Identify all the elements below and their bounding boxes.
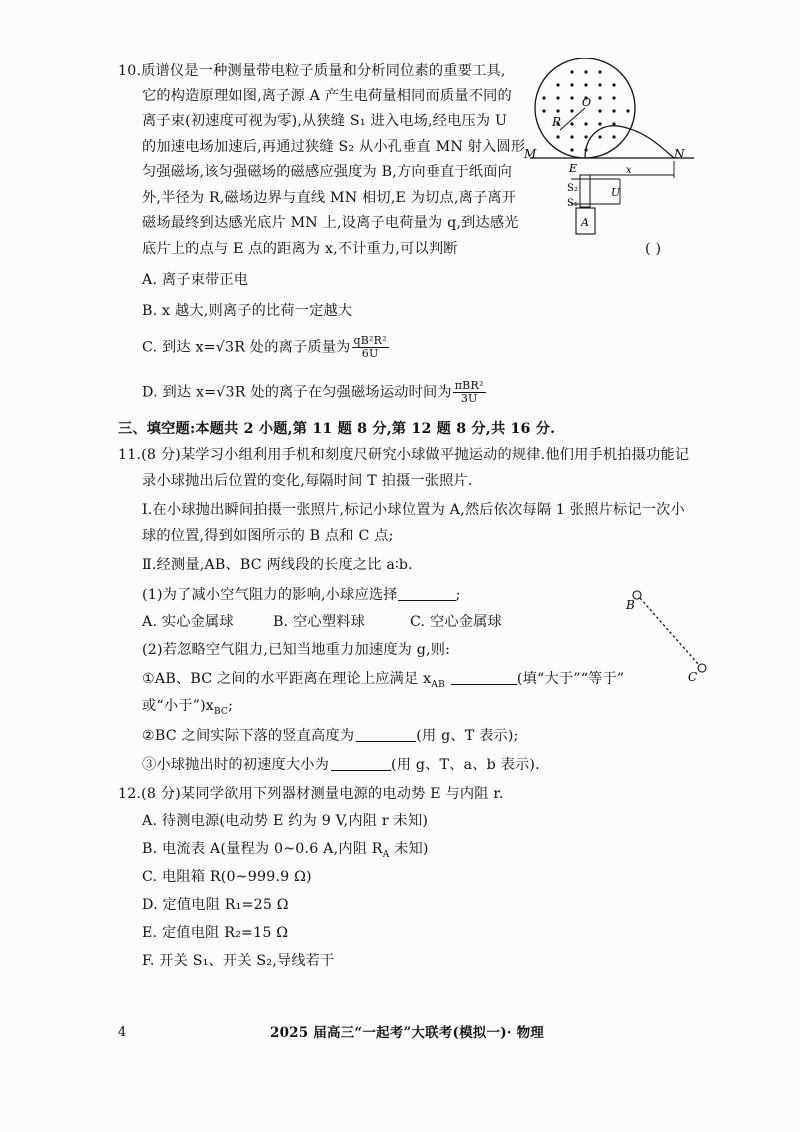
answer-blank-2[interactable] [451, 670, 517, 685]
field-dot [598, 109, 601, 112]
field-dot [584, 122, 587, 125]
fig-label-c: C [688, 670, 698, 684]
q12-item-c: C. 电阻箱 R(0~999.9 Ω) [142, 869, 312, 885]
fig-label-b: B [626, 598, 635, 612]
q10-line-5: 匀强磁场,该匀强磁场的磁感应强度为 B,方向垂直于纸面向 [142, 164, 513, 180]
q11-step-2: Ⅱ.经测量,AB、BC 两线段的长度之比 a∶b. [142, 557, 413, 573]
answer-blank-4[interactable] [331, 756, 391, 771]
q11-line-2: 录小球抛出后位置的变化,每隔时间 T 拍摄一张照片. [142, 473, 473, 489]
answer-blank-1[interactable] [398, 586, 456, 601]
q11-part-2-2: ②BC 之间实际下落的竖直高度为 (用 g、T 表示); [142, 728, 519, 744]
field-dot [556, 96, 559, 99]
q11-line-1: 11.(8 分)某学习小组利用手机和刻度尺研究小球做平抛运动的规律.他们用手机拍摄功能记 [118, 447, 690, 463]
q11-choice-a: A. 实心金属球 [142, 614, 234, 630]
fig-label-u: U [611, 186, 621, 199]
field-dot [570, 96, 573, 99]
field-dot [612, 96, 615, 99]
fig-label-m: M [524, 147, 537, 161]
q11-part-2: (2)若忽略空气阻力,已知当地重力加速度为 g,则: [142, 642, 451, 658]
q10-line-1: 10.质谱仪是一种测量带电粒子质量和分析同位素的重要工具, [118, 63, 506, 79]
q12-item-f: F. 开关 S₁、开关 S₂,导线若干 [142, 953, 335, 969]
q11-part-2-1: ①AB、BC 之间的水平距离在理论上应满足 $x_{AB}$ (填“大于”“等于” [142, 671, 625, 690]
field-dot [598, 122, 601, 125]
fig-label-r: R [552, 115, 562, 129]
q10-c-denominator: 6U [361, 347, 379, 360]
q10-option-d: D. 到达 x=√3R 处的离子在匀强磁场运动时间为 $\frac{\text{πBR²}}{3U}$ [142, 379, 484, 405]
q10-line-3: 离子束(初速度可视为零),从狭缝 S₁ 进入电场,经电压为 U [142, 113, 508, 129]
field-dot [570, 70, 573, 73]
q10-option-a: A. 离子束带正电 [142, 272, 249, 288]
q10-d-numerator: πBR² [454, 379, 484, 392]
fig-label-s2: S₂ [567, 183, 578, 194]
q10-option-c: C. 到达 x=√3R 处的离子质量为 $\frac{\text{qB²R²}}{6U}$ [142, 334, 387, 360]
field-dot [598, 135, 601, 138]
q12-item-a: A. 待测电源(电动势 E 约为 9 V,内阻 r 未知) [142, 813, 429, 829]
q11-part-2-1-cont: 或“小于$”)x_{BC}$; [142, 698, 234, 717]
exam-title-footer: 2025 届高三“一起考”大联考(模拟一)· 物理 [270, 1025, 544, 1041]
q12-item-b: B. 电流表 A(量程为 0~0.6 A,内阻 $R_A$ 未知) [142, 841, 429, 860]
q10-d-denominator: 3U [460, 392, 478, 405]
field-dot [598, 83, 601, 86]
answer-blank-3[interactable] [356, 727, 416, 742]
field-dot [570, 122, 573, 125]
fig-label-x: x [626, 165, 632, 176]
q11-step-1: Ⅰ.在小球抛出瞬间拍摄一张照片,标记小球位置为 A,然后依次每隔 1 张照片标记一次小 [142, 502, 685, 518]
fig-label-e: E [569, 162, 578, 175]
q11-part-2-3: ③小球抛出时的初速度大小为 (用 g、T、a、b 表示). [142, 757, 540, 773]
q10-line-2: 它的构造原理如图,离子源 A 产生电荷量相同而质量不同的 [142, 88, 512, 104]
q11-choice-b: B. 空心塑料球 [273, 614, 365, 630]
field-dot [598, 70, 601, 73]
q10-option-b: B. x 越大,则离子的比荷一定越大 [142, 303, 353, 319]
fig-label-o: O [582, 96, 592, 109]
fig-label-n: N [674, 147, 685, 161]
field-dot [570, 109, 573, 112]
field-dot [570, 148, 573, 151]
q11-step-1-cont: 球的位置,得到如图所示的 B 点和 C 点; [142, 528, 394, 544]
q12-item-e: E. 定值电阻 R₂=15 Ω [142, 925, 289, 941]
q10-line-7: 磁场最终到达感光底片 MN 上,设离子电荷量为 q,到达感光 [142, 215, 519, 231]
fig-label-s1: S₁ [567, 198, 578, 209]
q10-line-8: 底片上的点与 E 点的距离为 x,不计重力,可以判断 [142, 241, 458, 257]
field-dot [556, 109, 559, 112]
field-dot [626, 109, 629, 112]
answer-parens: ( ) [645, 241, 662, 257]
projectile-figure [620, 585, 720, 685]
field-dot [584, 83, 587, 86]
q12-item-d: D. 定值电阻 R₁=25 Ω [142, 897, 289, 913]
field-dot [556, 135, 559, 138]
field-dot [570, 135, 573, 138]
field-dot [584, 70, 587, 73]
field-dot [542, 109, 545, 112]
q10-c-numerator: qB²R² [353, 334, 387, 347]
field-dot [612, 109, 615, 112]
field-dot [612, 122, 615, 125]
section-3-heading: 三、填空题:本题共 2 小题,第 11 题 8 分,第 12 题 8 分,共 16 分. [118, 421, 556, 437]
field-dot [556, 83, 559, 86]
q12-line-1: 12.(8 分)某同学欲用下列器材测量电源的电动势 E 与内阻 r. [118, 786, 504, 802]
q10-line-6: 外,半径为 R,磁场边界与直线 MN 相切,E 为切点,离子离开 [142, 190, 517, 206]
field-dot [570, 83, 573, 86]
mass-spectrometer-figure [522, 58, 702, 243]
field-dot [598, 96, 601, 99]
q11-choice-c: C. 空心金属球 [410, 614, 502, 630]
q10-line-4: 的加速电场加速后,再通过狭缝 S₂ 从小孔垂直 MN 射入圆形 [142, 139, 526, 155]
field-dot [612, 83, 615, 86]
fig-label-a: A [581, 216, 589, 229]
field-dot [612, 135, 615, 138]
page-number: 4 [118, 1025, 127, 1040]
field-dot [584, 135, 587, 138]
q11-part-1: (1)为了减小空气阻力的影响,小球应选择 ; [142, 587, 461, 603]
field-dot [542, 96, 545, 99]
